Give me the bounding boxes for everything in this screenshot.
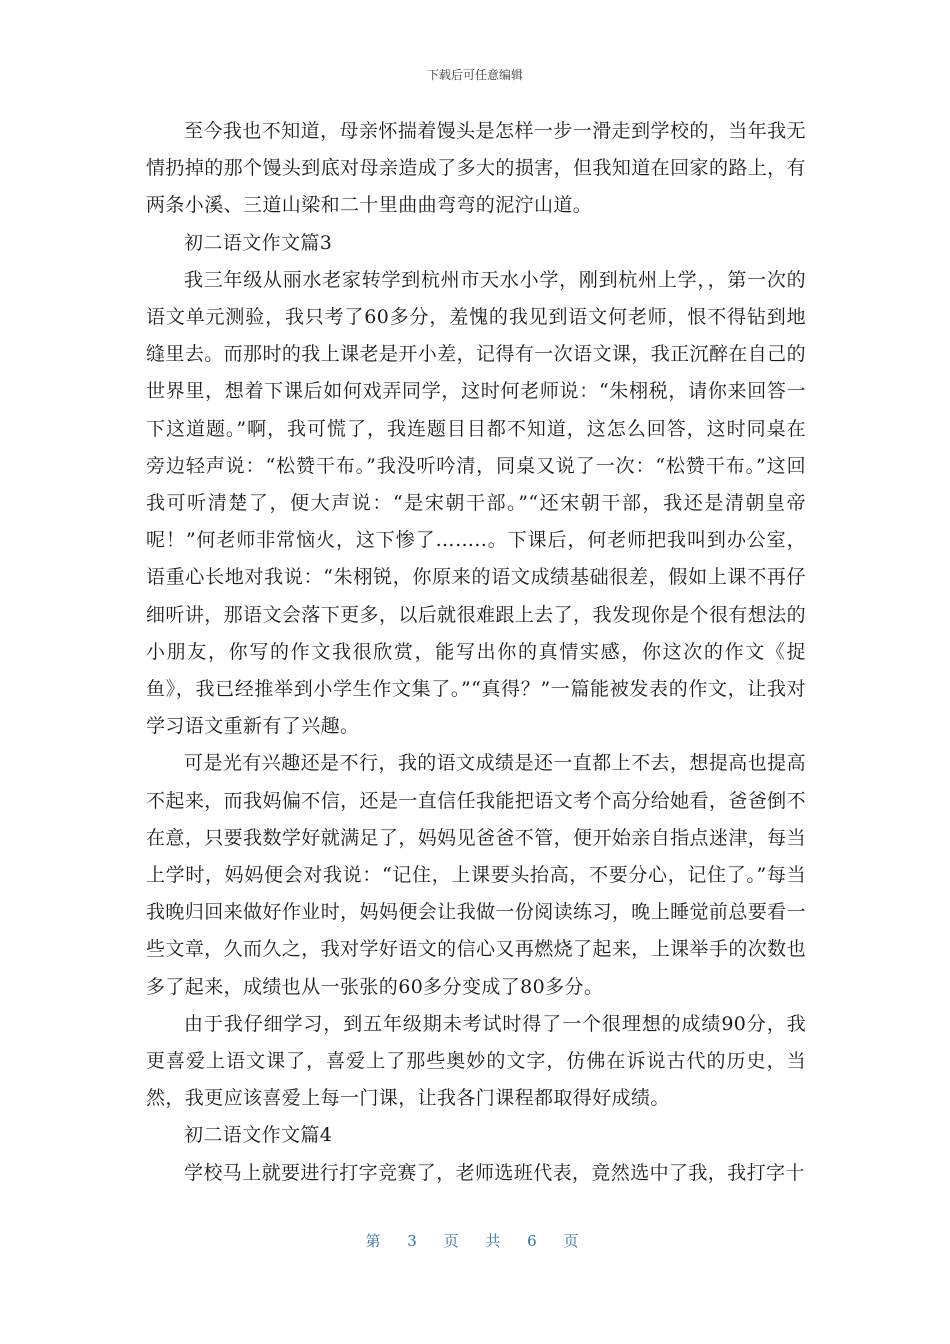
paragraph-5: 学校马上就要进行打字竞赛了，老师选班代表，竟然选中了我，我打字十	[184, 1161, 805, 1184]
paragraph-3: 可是光有兴趣还是不行，我的语文成绩是还一直都上不去，想提高也提高不起来，而我妈偏不信，还是一直信任我能把语文考个高分给她看，爸爸倒不在意，只要我数学好就满足了，妈妈见爸爸不管，便开始亲自指点迷津，每当上学时，妈妈便会对我说：“记住，上课要头抬高，不要分心，记住了。”每当我晚归回来做好作业时，妈妈便会让我做一份阅读练习，晚上睡觉前总要看一些文章，久而久之，我对学好语文的信心又再燃烧了起来，上课举手的次数也多了起来，成绩也从一张张的60多分变成了80多分。	[146, 752, 806, 998]
section-heading-3: 初二语文作文篇3	[184, 231, 333, 254]
paragraph-4: 由于我仔细学习，到五年级期未考试时得了一个很理想的成绩90分，我更喜爱上语文课了，喜爱上了那些奥妙的文字，仿佛在诉说古代的历史，当然，我更应该喜爱上每一门课，让我各门课程都取得好成绩。	[146, 1012, 806, 1110]
paragraph-1: 至今我也不知道，母亲怀揣着馒头是怎样一步一滑走到学校的，当年我无情扔掉的那个馒头到底对母亲造成了多大的损害，但我知道在回家的路上，有两条小溪、三道山梁和二十里曲曲弯弯的泥泞山道。	[146, 120, 806, 217]
page-header: 下载后可任意编辑	[426, 68, 523, 82]
paragraph-2: 我三年级从丽水老家转学到杭州市天水小学，刚到杭州上学，，第一次的语文单元测验，我只考了60多分，羞愧的我见到语文何老师，恨不得钻到地缝里去。而那时的我上课老是开小差，记得有一次语文课，我正沉醉在自己的世界里，想着下课后如何戏弄同学，这时何老师说：“朱栩税，请你来回答一下这道题。”啊，我可慌了，我连题目目都不知道，这怎么回答，这时同桌在旁边轻声说：“松赞干布。”我没听吟清，同桌又说了一次：“松赞干布。”这回我可听清楚了，便大声说：“是宋朝干部。”“还宋朝干部，我还是清朝皇帝呢！”何老师非常恼火，这下惨了……..。下课后，何老师把我叫到办公室，语重心长地对我说：“朱栩锐，你原来的语文成绩基础很差，假如上课不再仔细听讲，那语文会落下更多，以后就很难跟上去了，我发现你是个很有想法的小朋友，你写的作文我很欣赏，能写出你的真情实感，你这次的作文《捉鱼》，我已经推举到小学生作文集了。”“真得？”一篇能被发表的作文，让我对学习语文重新有了兴趣。	[146, 268, 806, 738]
section-heading-4: 初二语文作文篇4	[184, 1124, 333, 1147]
document-body	[146, 113, 806, 1192]
page-footer-page-number: 第 3 页 共 6 页	[365, 1232, 585, 1250]
